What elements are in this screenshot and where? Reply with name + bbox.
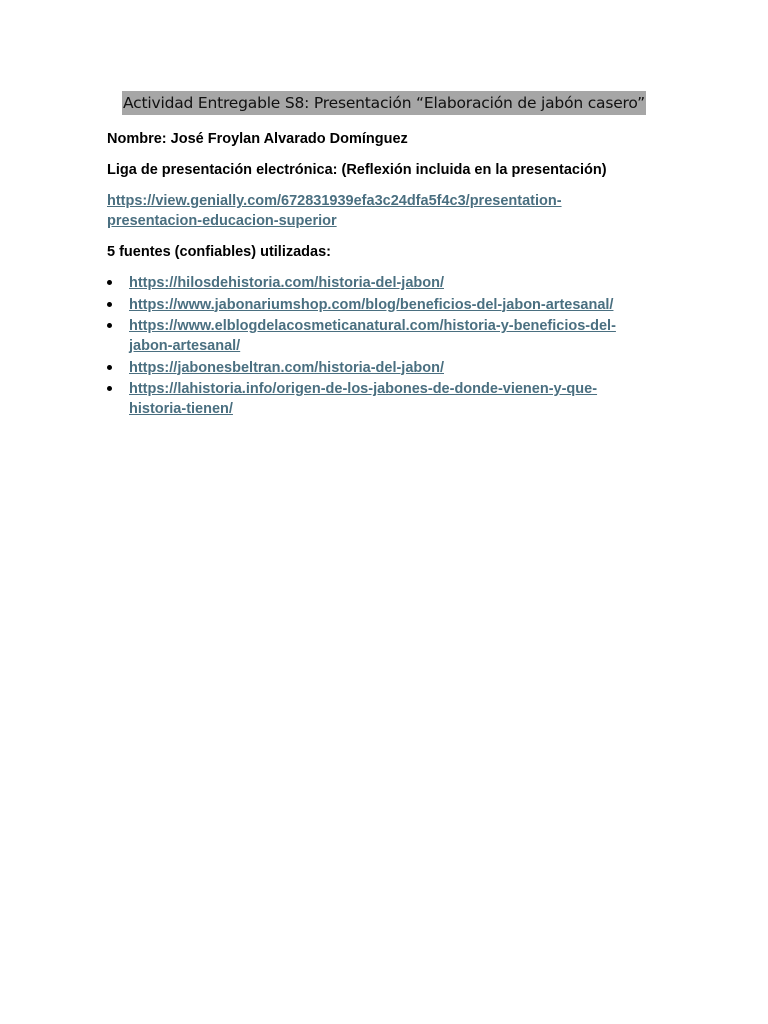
- source-link-4[interactable]: [129, 358, 667, 378]
- author-name: Nombre: José Froylan Alvarado Domínguez: [107, 131, 408, 147]
- source-link-5-line-2: historia-tienen/: [129, 401, 233, 417]
- source-link-5-line-1: https://lahistoria.info/origen-de-los-jabones-de-donde-vienen-y-que-: [129, 381, 598, 397]
- sources-heading: 5 fuentes (confiables) utilizadas:: [107, 244, 331, 260]
- bullet-icon: [107, 365, 112, 370]
- bullet-icon: [107, 323, 112, 328]
- presentation-link[interactable]: [107, 191, 627, 231]
- source-link-1-line-1: https://hilosdehistoria.com/historia-del-jabon/: [129, 275, 444, 291]
- source-link-3-line-1: https://www.elblogdelacosmeticanatural.com/historia-y-beneficios-del-: [129, 318, 616, 334]
- source-link-4-line-1: https://jabonesbeltran.com/historia-del-jabon/: [129, 359, 444, 376]
- list-item: [107, 358, 667, 378]
- document-title: Actividad Entregable S8: Presentación “Elaboración de jabón casero”: [122, 91, 646, 115]
- source-link-3[interactable]: [129, 316, 667, 356]
- sources-list: [107, 273, 667, 421]
- bullet-icon: [107, 280, 112, 285]
- source-link-3-line-2: jabon-artesanal/: [129, 338, 241, 354]
- presentation-link-label: Liga de presentación electrónica: (Reflexión incluida en la presentación): [107, 162, 607, 178]
- source-link-1[interactable]: [129, 273, 667, 293]
- list-item: [107, 273, 667, 293]
- list-item: [107, 316, 667, 356]
- list-item: [107, 379, 667, 419]
- source-link-5[interactable]: [129, 379, 667, 419]
- source-link-2[interactable]: [129, 295, 667, 315]
- bullet-icon: [107, 386, 112, 391]
- title-container: [110, 91, 658, 115]
- bullet-icon: [107, 302, 112, 307]
- presentation-link-line-2: presentacion-educacion-superior: [107, 213, 337, 229]
- list-item: [107, 295, 667, 315]
- source-link-2-line-1: https://www.jabonariumshop.com/blog/beneficios-del-jabon-artesanal/: [129, 296, 614, 313]
- presentation-link-line-1: https://view.genially.com/672831939efa3c24dfa5f4c3/presentation-: [107, 193, 562, 209]
